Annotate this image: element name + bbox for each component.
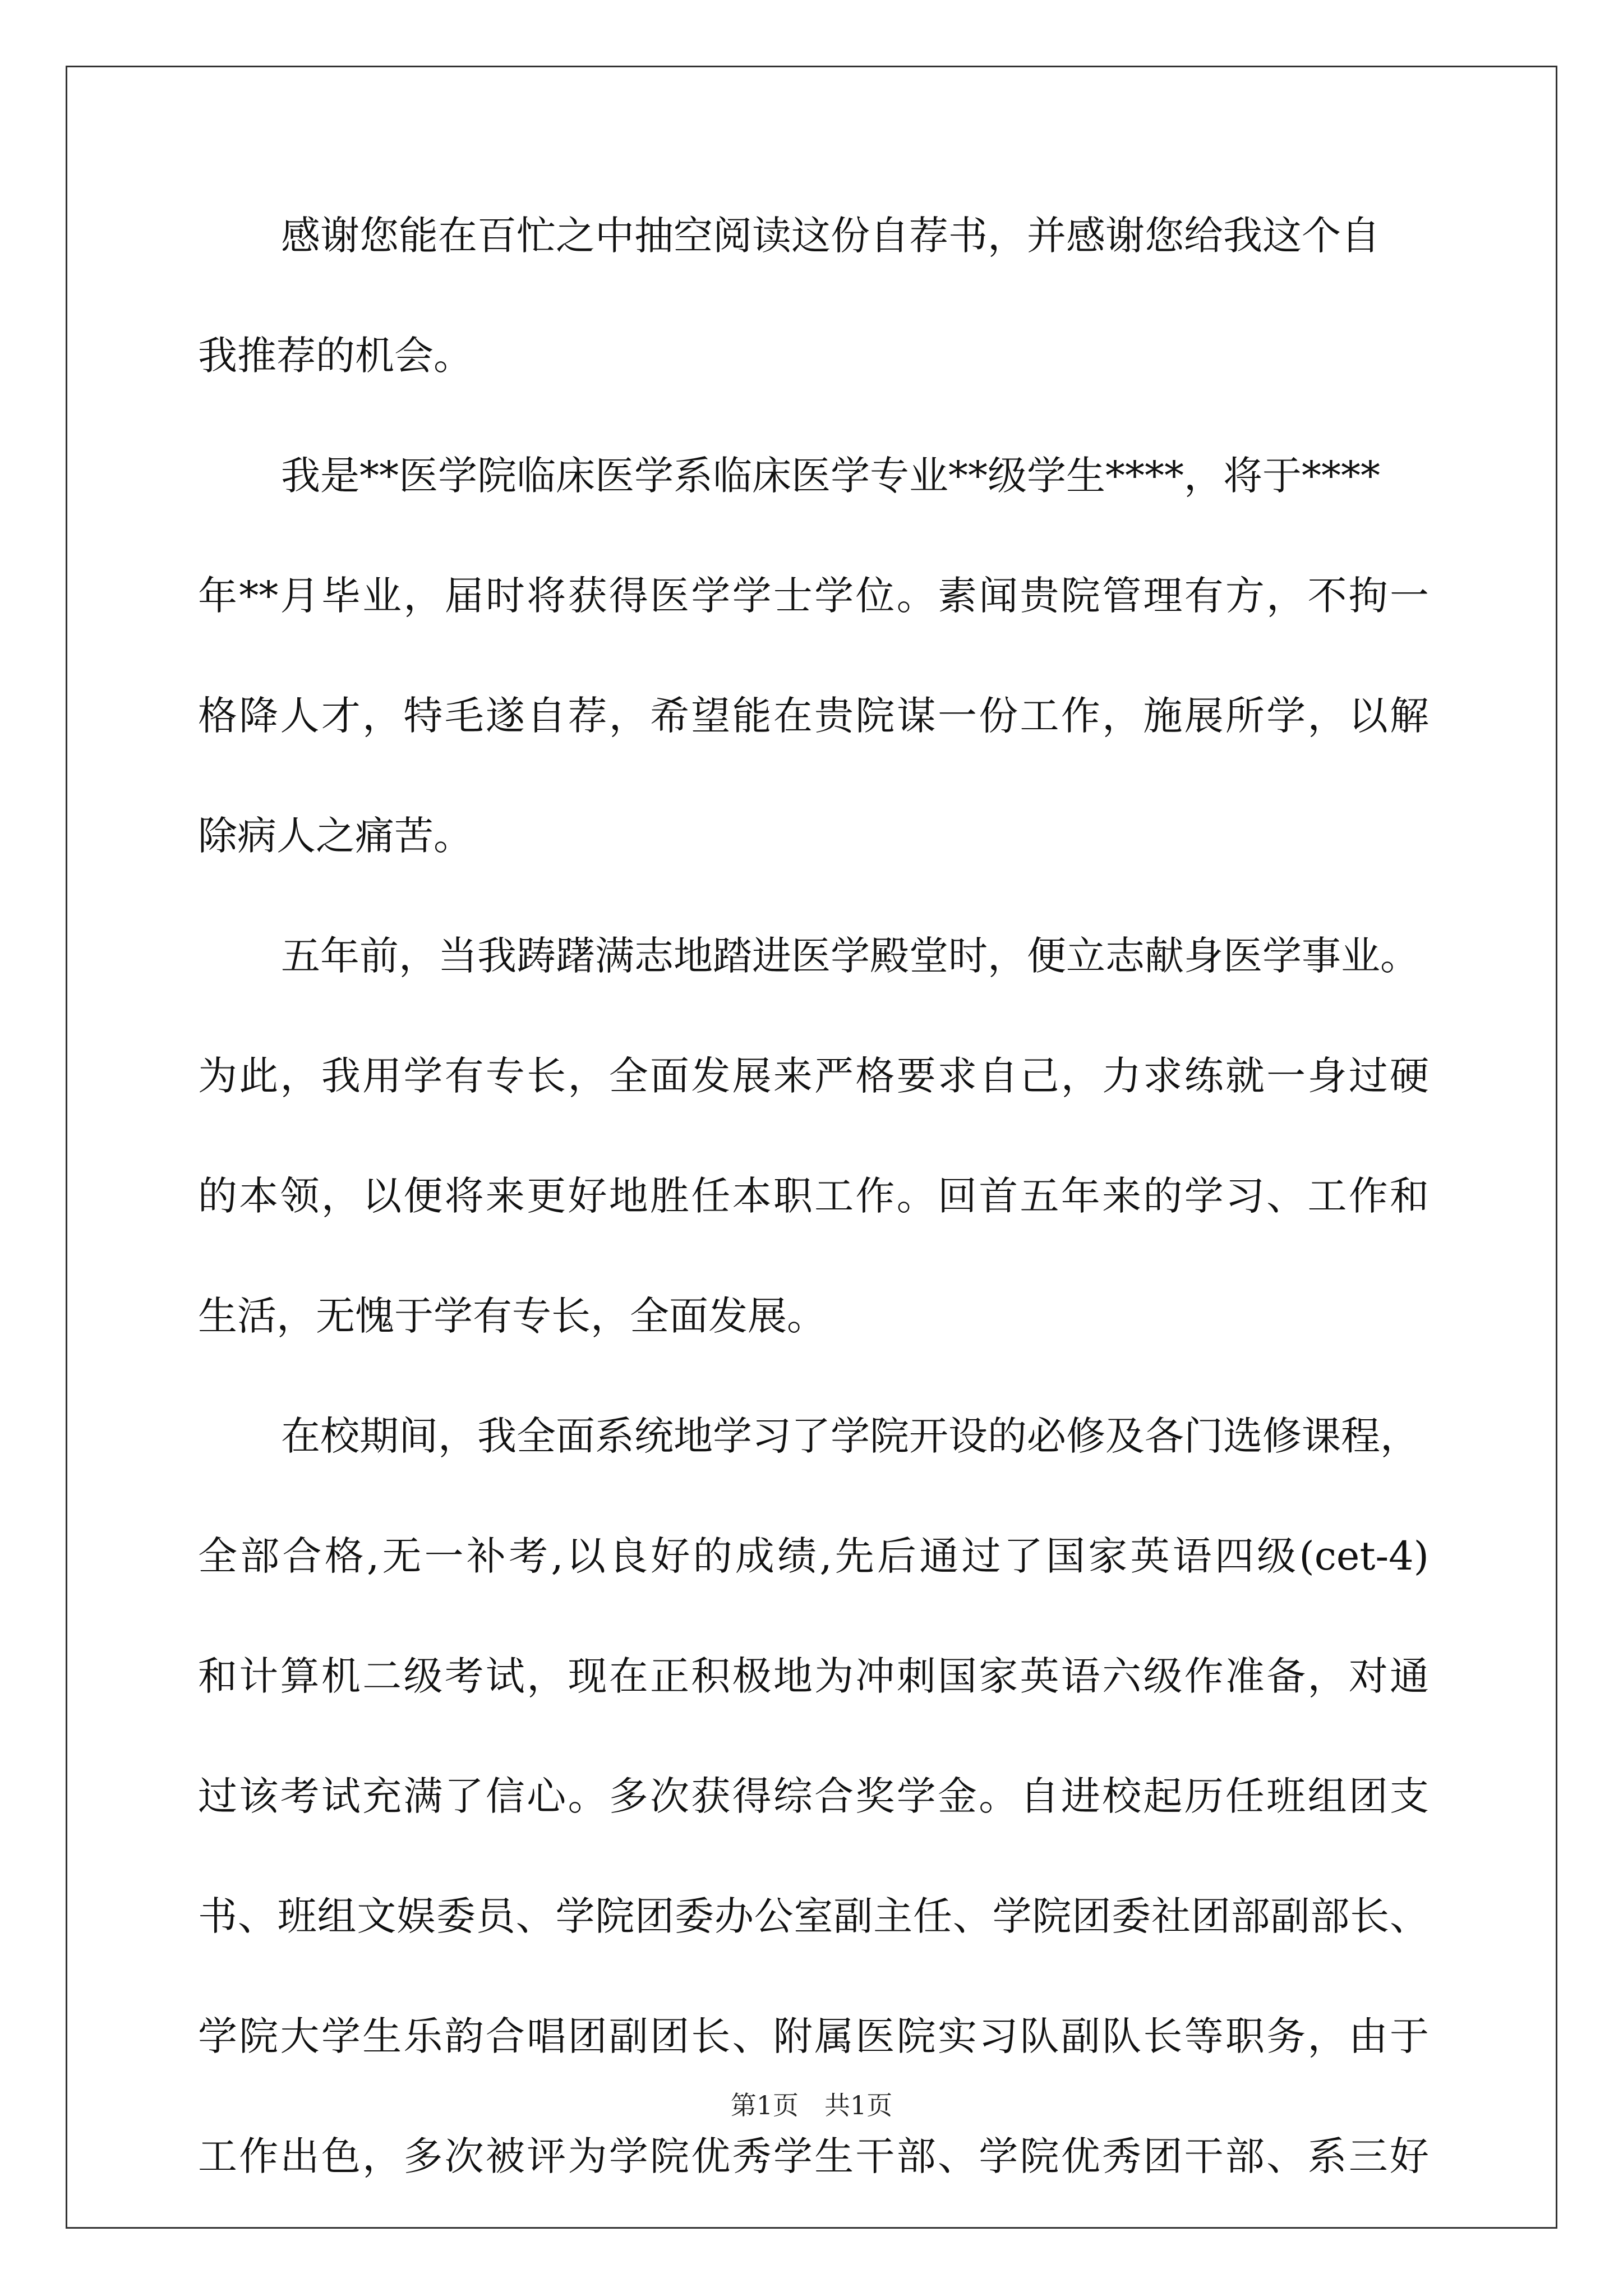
paragraph-1-line-1: 感谢您能在百忙之中抽空阅读这份自荐书，并感谢您给我这个自 [281,213,1380,259]
paragraph-3-line-4: 生活，无愧于学有专长，全面发展。 [198,1293,826,1339]
paragraph-4-line-2: 全部合格,无一补考,以良好的成绩,先后通过了国家英语四级(cet-4) [198,1533,1429,1579]
page-number-footer: 第1页 共1页 [730,2090,893,2120]
paragraph-3-line-2: 为此，我用学有专长，全面发展来严格要求自己，力求练就一身过硬 [198,1053,1429,1099]
paragraph-4-line-5: 书、班组文娱委员、学院团委办公室副主任、学院团委社团部副部长、 [198,1893,1429,1939]
paragraph-4-line-3: 和计算机二级考试，现在正积极地为冲刺国家英语六级作准备，对通 [198,1653,1429,1699]
paragraph-2-line-4: 除病人之痛苦。 [198,813,473,859]
paragraph-3-line-3: 的本领，以便将来更好地胜任本职工作。回首五年来的学习、工作和 [198,1173,1429,1219]
paragraph-4-line-6: 学院大学生乐韵合唱团副团长、附属医院实习队副队长等职务，由于 [198,2013,1429,2059]
paragraph-2-line-1: 我是**医学院临床医学系临床医学专业**级学生****，将于**** [281,453,1380,499]
paragraph-1-line-2: 我推荐的机会。 [198,333,473,379]
paragraph-4-line-1: 在校期间，我全面系统地学习了学院开设的必修及各门选修课程， [281,1413,1419,1459]
document-body [198,208,1429,2248]
paragraph-2-line-2: 年**月毕业，届时将获得医学学士学位。素闻贵院管理有方，不拘一 [198,573,1429,619]
paragraph-3-line-1: 五年前，当我踌躇满志地踏进医学殿堂时，便立志献身医学事业。 [281,933,1419,979]
paragraph-4-line-7: 工作出色，多次被评为学院优秀学生干部、学院优秀团干部、系三好 [198,2133,1429,2179]
paragraph-4-line-4: 过该考试充满了信心。多次获得综合奖学金。自进校起历任班组团支 [198,1773,1429,1819]
paragraph-2-line-3: 格降人才，特毛遂自荐，希望能在贵院谋一份工作，施展所学，以解 [198,693,1429,739]
